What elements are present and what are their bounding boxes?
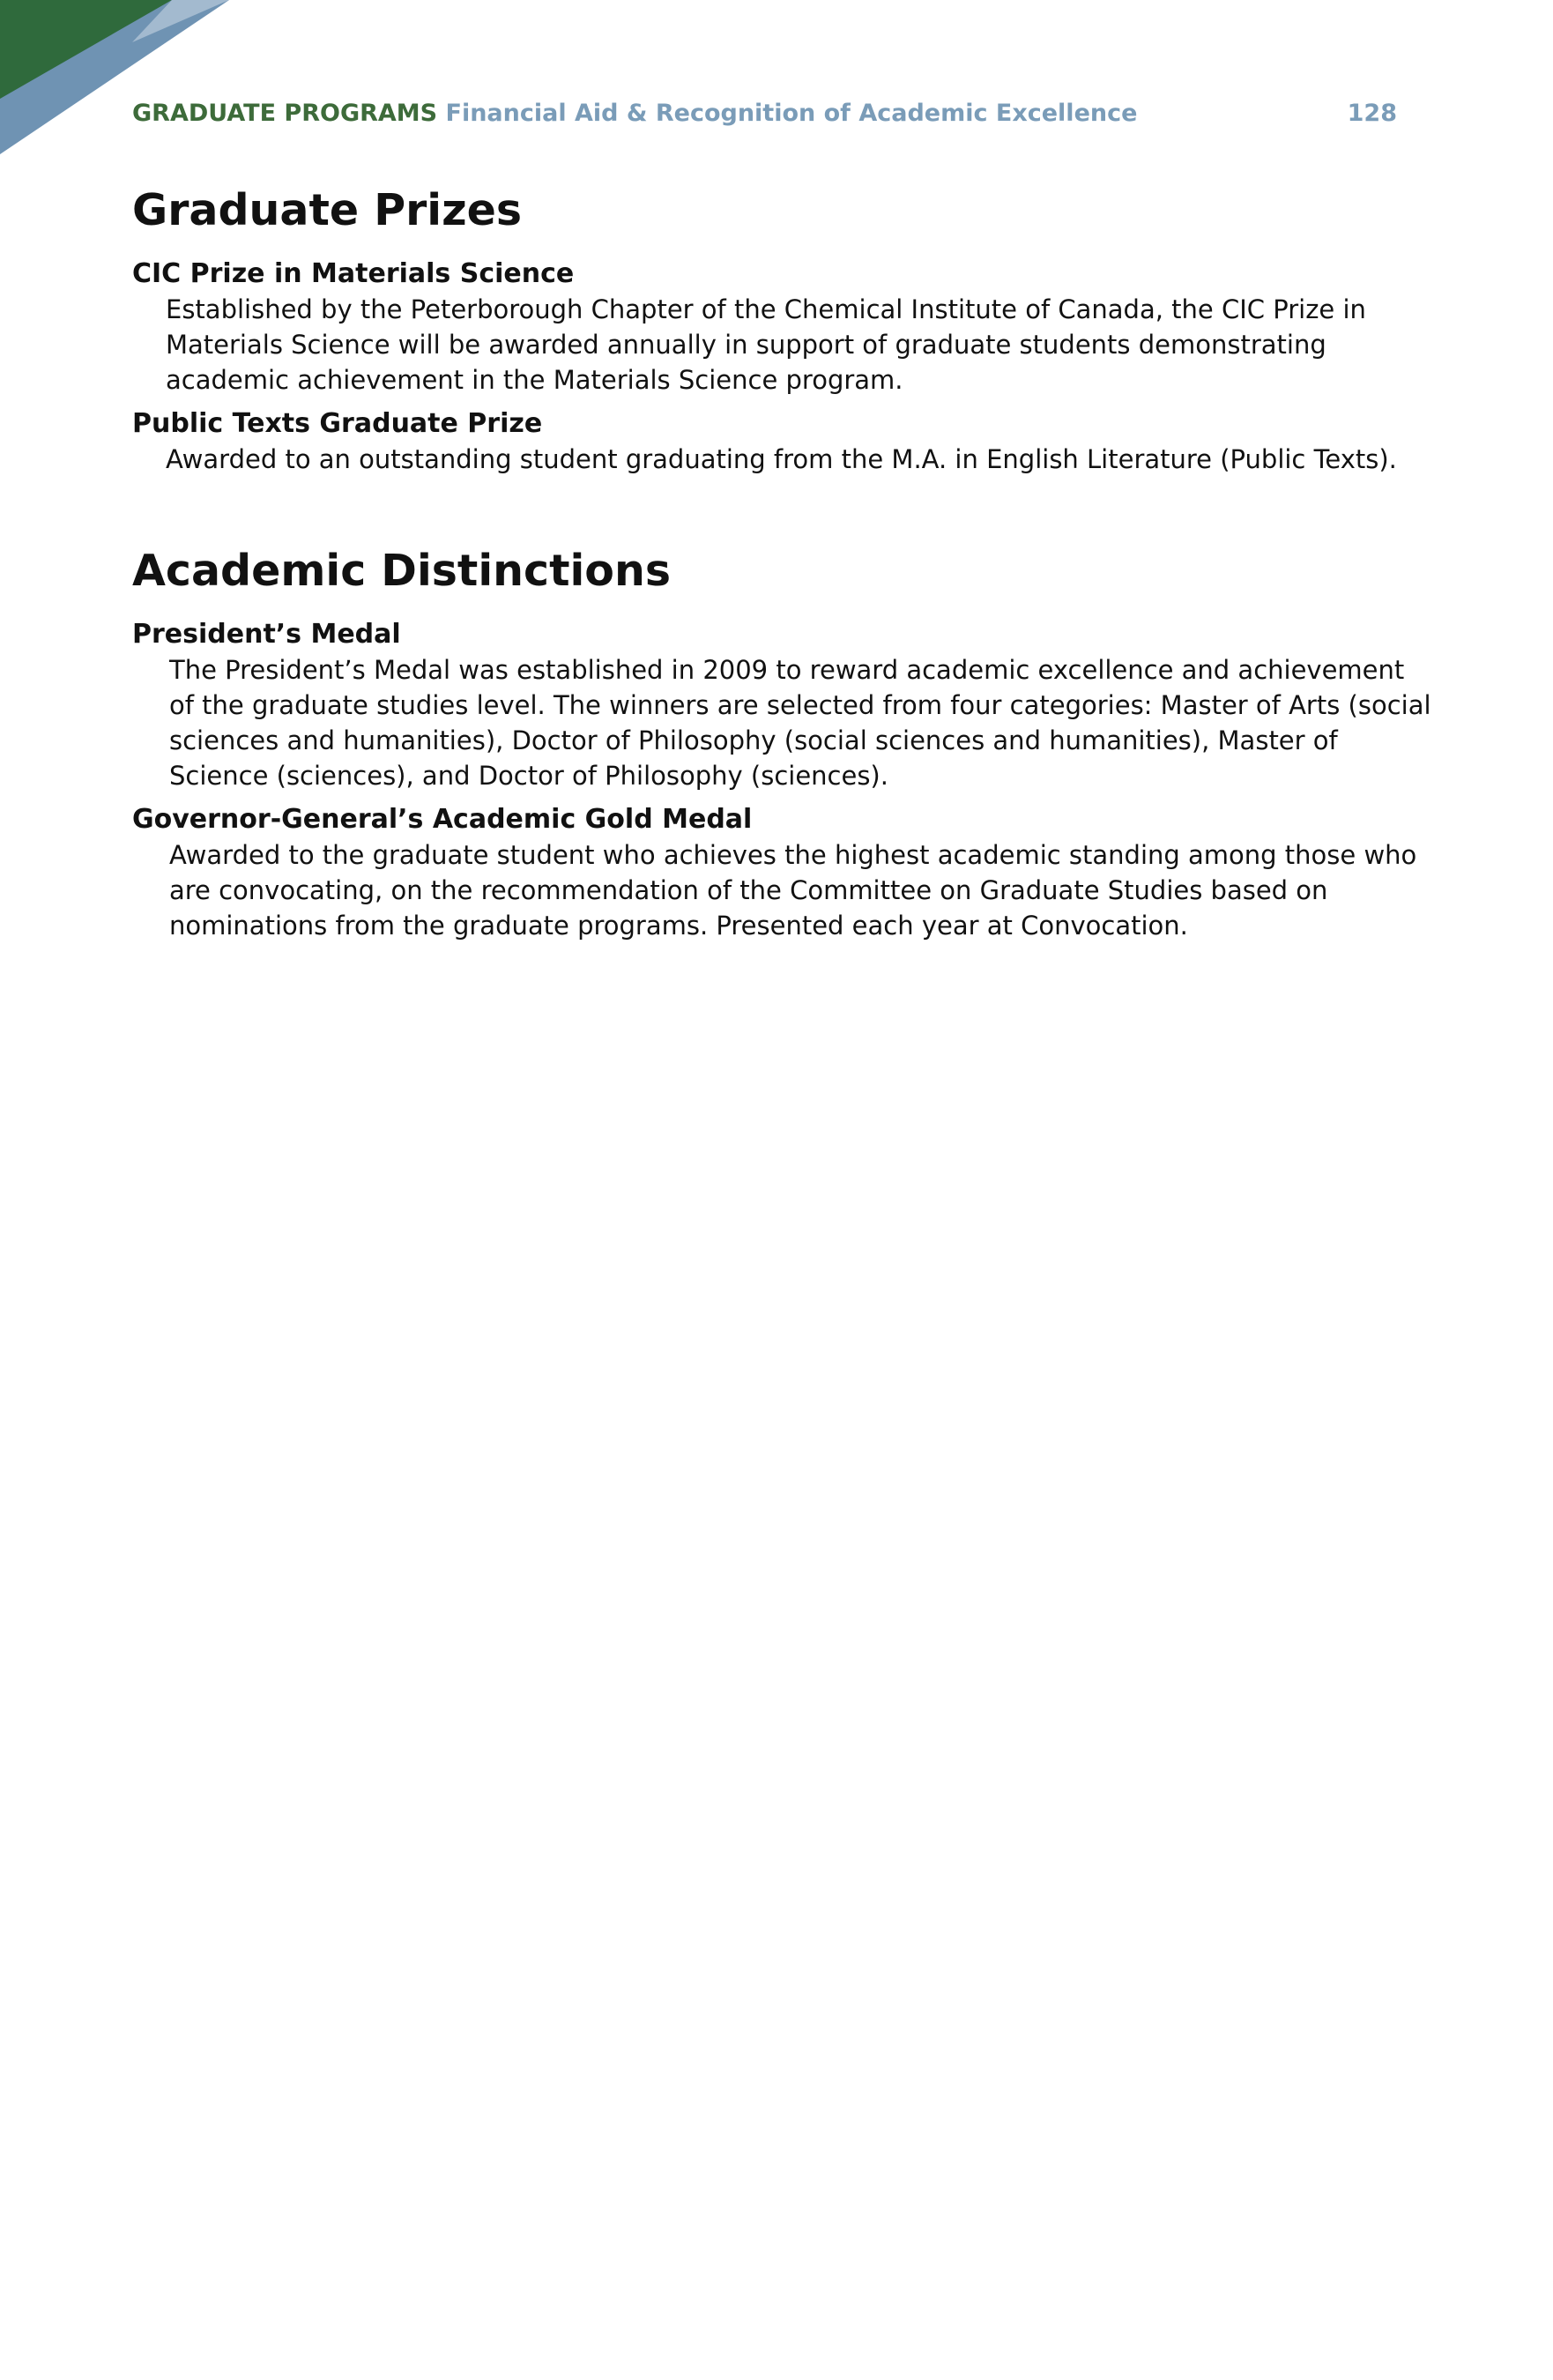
entry-governor-general-medal bbox=[132, 802, 1437, 943]
entry-title: President’s Medal bbox=[132, 618, 401, 650]
corner-decoration bbox=[0, 0, 247, 159]
entry-body: Awarded to an outstanding student graduating from the M.A. in English Literature (Public Texts). bbox=[166, 443, 1397, 474]
entry-body: The President’s Medal was established in 2009 to reward academic excellence and achievement of the graduate studies level. The winners are selected from four categories: Master of Arts (social sciences and humanities), Doctor of Philosophy (social sciences and humanities), Master of Science (sciences), and Doctor of Philosophy (sciences). bbox=[169, 654, 1431, 791]
entry-title: CIC Prize in Materials Science bbox=[132, 257, 575, 289]
section-spacer bbox=[132, 486, 1437, 546]
entry-title: Public Texts Graduate Prize bbox=[132, 407, 543, 439]
entry-body: Established by the Peterborough Chapter of the Chemical Institute of Canada, the CIC Prize in Materials Science will be awarded annually in support of graduate students demonstrating academic achievement in the Materials Science program. bbox=[166, 294, 1366, 395]
entry-body: Awarded to the graduate student who achieves the highest academic standing among those who are convocating, on the recommendation of the Committee on Graduate Studies based on nominations from the graduate programs. Presented each year at Convocation. bbox=[169, 839, 1417, 941]
entry-presidents-medal bbox=[132, 617, 1437, 793]
header-program: GRADUATE PROGRAMS bbox=[132, 100, 438, 127]
section-title-graduate-prizes: Graduate Prizes bbox=[132, 185, 522, 235]
entry-title: Governor-General’s Academic Gold Medal bbox=[132, 803, 753, 835]
page-content bbox=[132, 185, 1437, 952]
running-header bbox=[132, 100, 1397, 135]
entry-cic-prize bbox=[132, 257, 1437, 398]
section-title-academic-distinctions: Academic Distinctions bbox=[132, 545, 672, 596]
page-number: 128 bbox=[1347, 100, 1397, 127]
entry-public-texts-prize bbox=[132, 406, 1437, 477]
header-section: Financial Aid & Recognition of Academic Excellence bbox=[445, 100, 1138, 127]
